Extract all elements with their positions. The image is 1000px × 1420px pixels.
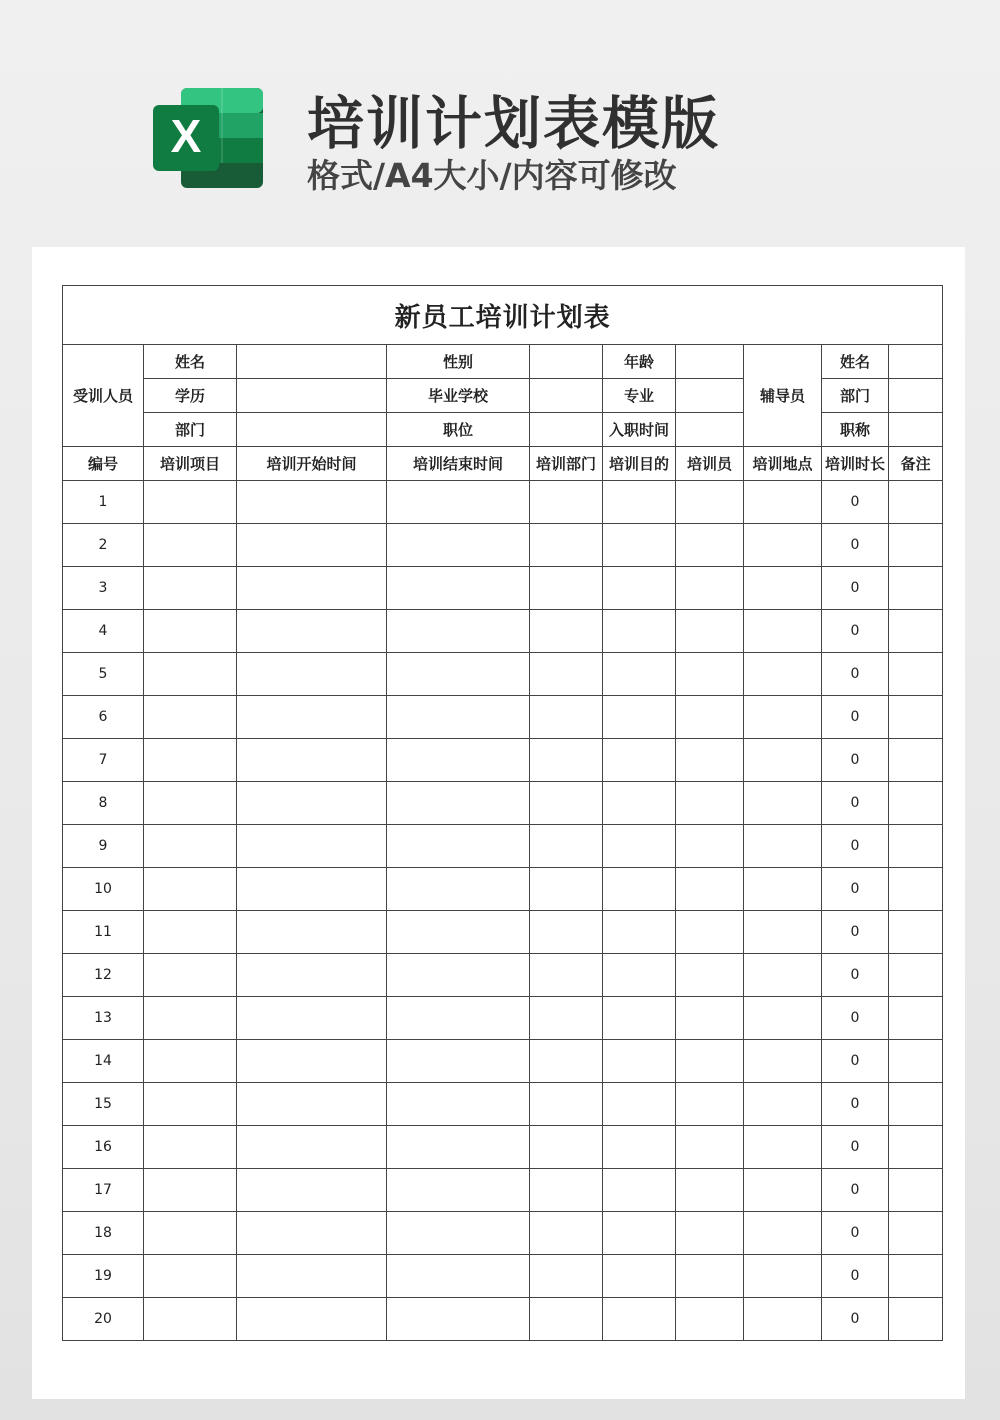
table-row <box>63 653 943 696</box>
table-cell[interactable] <box>676 1040 744 1083</box>
table-cell[interactable] <box>387 1083 530 1126</box>
table-cell[interactable] <box>744 954 822 997</box>
table-cell[interactable] <box>387 696 530 739</box>
table-cell[interactable] <box>237 1169 387 1212</box>
table-cell[interactable] <box>144 739 237 782</box>
trainee-department-label: 部门 <box>144 413 237 447</box>
duration-cell[interactable]: 0 <box>822 954 889 997</box>
table-cell[interactable] <box>603 653 676 696</box>
table-cell[interactable] <box>676 782 744 825</box>
table-cell[interactable] <box>237 954 387 997</box>
table-cell[interactable] <box>603 739 676 782</box>
table-cell[interactable] <box>237 1126 387 1169</box>
table-cell[interactable] <box>744 696 822 739</box>
trainee-school-label: 毕业学校 <box>387 379 530 413</box>
table-cell[interactable] <box>144 868 237 911</box>
table-cell[interactable] <box>237 825 387 868</box>
table-cell[interactable] <box>744 524 822 567</box>
table-cell[interactable] <box>387 610 530 653</box>
table-cell[interactable] <box>744 1212 822 1255</box>
table-cell[interactable] <box>603 1083 676 1126</box>
page-subtitle: 格式/A4大小/内容可修改 <box>307 156 677 195</box>
trainee-group-label: 受训人员 <box>63 345 144 447</box>
table-cell[interactable] <box>144 825 237 868</box>
duration-cell[interactable]: 0 <box>822 1126 889 1169</box>
table-cell[interactable] <box>889 911 943 954</box>
table-cell[interactable] <box>530 1298 603 1341</box>
table-row <box>63 1298 943 1341</box>
table-cell[interactable] <box>387 911 530 954</box>
table-cell[interactable] <box>530 524 603 567</box>
trainee-position-value[interactable] <box>530 413 603 447</box>
table-cell[interactable] <box>530 610 603 653</box>
table-cell[interactable] <box>603 782 676 825</box>
table-cell[interactable] <box>144 911 237 954</box>
table-cell[interactable] <box>889 1040 943 1083</box>
table-cell[interactable] <box>889 1169 943 1212</box>
trainee-gender-label: 性别 <box>387 345 530 379</box>
table-cell[interactable] <box>676 481 744 524</box>
table-row <box>63 868 943 911</box>
table-cell[interactable] <box>530 1040 603 1083</box>
table-cell[interactable] <box>387 825 530 868</box>
table-cell[interactable] <box>387 1169 530 1212</box>
table-cell[interactable] <box>744 1040 822 1083</box>
duration-cell[interactable]: 0 <box>822 1040 889 1083</box>
excel-logo-letter: X <box>170 110 202 162</box>
table-cell[interactable] <box>387 739 530 782</box>
table-cell[interactable] <box>889 997 943 1040</box>
column-header: 培训员 <box>676 447 744 481</box>
column-header: 培训部门 <box>530 447 603 481</box>
table-cell[interactable] <box>744 782 822 825</box>
table-row <box>63 954 943 997</box>
trainee-school-value[interactable] <box>530 379 603 413</box>
document-sheet <box>32 247 965 1399</box>
trainee-education-value[interactable] <box>237 379 387 413</box>
table-cell[interactable] <box>144 567 237 610</box>
table-cell[interactable] <box>889 868 943 911</box>
training-plan-table <box>62 285 943 1341</box>
row-number-cell[interactable]: 6 <box>63 696 144 739</box>
table-cell[interactable] <box>530 954 603 997</box>
table-cell[interactable] <box>676 1255 744 1298</box>
table-row <box>63 1169 943 1212</box>
table-cell[interactable] <box>744 739 822 782</box>
table-cell[interactable] <box>889 954 943 997</box>
table-cell[interactable] <box>744 825 822 868</box>
row-number-cell[interactable]: 5 <box>63 653 144 696</box>
table-cell[interactable] <box>387 1212 530 1255</box>
table-cell[interactable] <box>603 524 676 567</box>
trainee-gender-value[interactable] <box>530 345 603 379</box>
table-cell[interactable] <box>676 825 744 868</box>
table-cell[interactable] <box>889 1126 943 1169</box>
row-number-cell[interactable]: 8 <box>63 782 144 825</box>
table-cell[interactable] <box>530 696 603 739</box>
table-cell[interactable] <box>889 567 943 610</box>
table-cell[interactable] <box>387 1255 530 1298</box>
row-number-cell[interactable]: 18 <box>63 1212 144 1255</box>
row-number-cell[interactable]: 15 <box>63 1083 144 1126</box>
table-cell[interactable] <box>889 696 943 739</box>
table-cell[interactable] <box>744 1298 822 1341</box>
trainee-name-label: 姓名 <box>144 345 237 379</box>
table-cell[interactable] <box>530 1255 603 1298</box>
row-number-cell[interactable]: 3 <box>63 567 144 610</box>
table-cell[interactable] <box>889 825 943 868</box>
table-cell[interactable] <box>889 610 943 653</box>
table-row <box>63 610 943 653</box>
mentor-department-value[interactable] <box>889 379 943 413</box>
table-cell[interactable] <box>676 739 744 782</box>
table-cell[interactable] <box>603 868 676 911</box>
table-cell[interactable] <box>603 1298 676 1341</box>
table-cell[interactable] <box>603 997 676 1040</box>
table-cell[interactable] <box>530 1083 603 1126</box>
table-cell[interactable] <box>603 1255 676 1298</box>
row-number-cell[interactable]: 1 <box>63 481 144 524</box>
table-cell[interactable] <box>889 653 943 696</box>
table-cell[interactable] <box>144 1083 237 1126</box>
table-cell[interactable] <box>603 481 676 524</box>
table-cell[interactable] <box>144 1040 237 1083</box>
table-cell[interactable] <box>144 610 237 653</box>
table-cell[interactable] <box>387 997 530 1040</box>
table-cell[interactable] <box>144 1126 237 1169</box>
table-cell[interactable] <box>387 954 530 997</box>
table-cell[interactable] <box>237 1212 387 1255</box>
table-cell[interactable] <box>744 653 822 696</box>
row-number-cell[interactable]: 13 <box>63 997 144 1040</box>
table-cell[interactable] <box>144 1255 237 1298</box>
table-cell[interactable] <box>603 954 676 997</box>
trainee-hire-date-value[interactable] <box>676 413 744 447</box>
table-cell[interactable] <box>676 1169 744 1212</box>
table-cell[interactable] <box>744 911 822 954</box>
row-number-cell[interactable]: 14 <box>63 1040 144 1083</box>
table-cell[interactable] <box>144 1298 237 1341</box>
mentor-name-label: 姓名 <box>822 345 889 379</box>
duration-cell[interactable]: 0 <box>822 1298 889 1341</box>
duration-cell[interactable]: 0 <box>822 782 889 825</box>
column-header: 编号 <box>63 447 144 481</box>
table-cell[interactable] <box>144 653 237 696</box>
table-cell[interactable] <box>387 868 530 911</box>
duration-cell[interactable]: 0 <box>822 1083 889 1126</box>
table-cell[interactable] <box>744 1126 822 1169</box>
table-cell[interactable] <box>744 567 822 610</box>
table-cell[interactable] <box>603 825 676 868</box>
table-cell[interactable] <box>530 911 603 954</box>
table-cell[interactable] <box>237 567 387 610</box>
table-cell[interactable] <box>744 610 822 653</box>
duration-cell[interactable]: 0 <box>822 653 889 696</box>
trainee-major-value[interactable] <box>676 379 744 413</box>
trainee-position-label: 职位 <box>387 413 530 447</box>
table-cell[interactable] <box>530 825 603 868</box>
duration-cell[interactable]: 0 <box>822 1169 889 1212</box>
table-cell[interactable] <box>744 997 822 1040</box>
table-row <box>63 739 943 782</box>
row-number-cell[interactable]: 12 <box>63 954 144 997</box>
table-row <box>63 1126 943 1169</box>
table-cell[interactable] <box>676 567 744 610</box>
duration-cell[interactable]: 0 <box>822 868 889 911</box>
table-cell[interactable] <box>889 1255 943 1298</box>
trainee-education-label: 学历 <box>144 379 237 413</box>
table-cell[interactable] <box>744 481 822 524</box>
table-cell[interactable] <box>237 911 387 954</box>
table-cell[interactable] <box>237 653 387 696</box>
mentor-title-value[interactable] <box>889 413 943 447</box>
column-header: 培训目的 <box>603 447 676 481</box>
table-cell[interactable] <box>676 1298 744 1341</box>
duration-cell[interactable]: 0 <box>822 696 889 739</box>
table-cell[interactable] <box>530 782 603 825</box>
table-cell[interactable] <box>387 653 530 696</box>
table-cell[interactable] <box>676 868 744 911</box>
table-row <box>63 567 943 610</box>
table-cell[interactable] <box>237 782 387 825</box>
mentor-department-label: 部门 <box>822 379 889 413</box>
table-cell[interactable] <box>889 782 943 825</box>
table-cell[interactable] <box>144 997 237 1040</box>
row-number-cell[interactable]: 10 <box>63 868 144 911</box>
column-header-row <box>63 447 943 481</box>
table-cell[interactable] <box>530 1126 603 1169</box>
table-cell[interactable] <box>237 524 387 567</box>
table-cell[interactable] <box>530 868 603 911</box>
row-number-cell[interactable]: 17 <box>63 1169 144 1212</box>
table-cell[interactable] <box>603 1212 676 1255</box>
row-number-cell[interactable]: 11 <box>63 911 144 954</box>
table-cell[interactable] <box>603 911 676 954</box>
table-cell[interactable] <box>237 868 387 911</box>
trainee-name-value[interactable] <box>237 345 387 379</box>
table-cell[interactable] <box>530 997 603 1040</box>
table-cell[interactable] <box>676 1083 744 1126</box>
table-cell[interactable] <box>676 997 744 1040</box>
mentor-title-label: 职称 <box>822 413 889 447</box>
table-cell[interactable] <box>387 567 530 610</box>
table-cell[interactable] <box>237 1083 387 1126</box>
table-cell[interactable] <box>237 997 387 1040</box>
trainee-hire-date-label: 入职时间 <box>603 413 676 447</box>
table-cell[interactable] <box>676 911 744 954</box>
table-cell[interactable] <box>237 610 387 653</box>
table-row <box>63 782 943 825</box>
sheet-title: 新员工培训计划表 <box>63 286 943 345</box>
row-number-cell[interactable]: 19 <box>63 1255 144 1298</box>
row-number-cell[interactable]: 4 <box>63 610 144 653</box>
training-rows <box>63 481 943 1341</box>
duration-cell[interactable]: 0 <box>822 997 889 1040</box>
table-cell[interactable] <box>744 1169 822 1212</box>
table-cell[interactable] <box>237 1298 387 1341</box>
table-cell[interactable] <box>676 524 744 567</box>
table-cell[interactable] <box>889 739 943 782</box>
column-header: 培训开始时间 <box>237 447 387 481</box>
table-cell[interactable] <box>144 1169 237 1212</box>
table-cell[interactable] <box>387 1040 530 1083</box>
table-cell[interactable] <box>889 481 943 524</box>
column-header: 培训项目 <box>144 447 237 481</box>
column-header: 备注 <box>889 447 943 481</box>
table-cell[interactable] <box>603 696 676 739</box>
table-cell[interactable] <box>676 954 744 997</box>
table-cell[interactable] <box>530 653 603 696</box>
table-row <box>63 1040 943 1083</box>
mentor-name-value[interactable] <box>889 345 943 379</box>
row-number-cell[interactable]: 7 <box>63 739 144 782</box>
duration-cell[interactable]: 0 <box>822 825 889 868</box>
table-cell[interactable] <box>387 1298 530 1341</box>
table-cell[interactable] <box>530 567 603 610</box>
table-cell[interactable] <box>237 481 387 524</box>
table-cell[interactable] <box>676 610 744 653</box>
table-cell[interactable] <box>603 610 676 653</box>
table-cell[interactable] <box>603 1040 676 1083</box>
row-number-cell[interactable]: 20 <box>63 1298 144 1341</box>
trainee-age-label: 年龄 <box>603 345 676 379</box>
table-cell[interactable] <box>387 524 530 567</box>
table-cell[interactable] <box>676 653 744 696</box>
column-header: 培训地点 <box>744 447 822 481</box>
table-cell[interactable] <box>237 1255 387 1298</box>
table-cell[interactable] <box>387 782 530 825</box>
row-number-cell[interactable]: 9 <box>63 825 144 868</box>
duration-cell[interactable]: 0 <box>822 481 889 524</box>
column-header: 培训结束时间 <box>387 447 530 481</box>
table-cell[interactable] <box>144 954 237 997</box>
table-cell[interactable] <box>889 1298 943 1341</box>
table-cell[interactable] <box>144 481 237 524</box>
table-row <box>63 911 943 954</box>
table-cell[interactable] <box>530 1169 603 1212</box>
excel-icon <box>153 88 263 188</box>
duration-cell[interactable]: 0 <box>822 524 889 567</box>
duration-cell[interactable]: 0 <box>822 610 889 653</box>
table-row <box>63 1212 943 1255</box>
duration-cell[interactable]: 0 <box>822 1255 889 1298</box>
duration-cell[interactable]: 0 <box>822 1212 889 1255</box>
table-cell[interactable] <box>744 1083 822 1126</box>
table-cell[interactable] <box>889 1083 943 1126</box>
table-cell[interactable] <box>676 1212 744 1255</box>
table-cell[interactable] <box>387 1126 530 1169</box>
table-cell[interactable] <box>530 1212 603 1255</box>
mentor-group-label: 辅导员 <box>744 345 822 447</box>
table-cell[interactable] <box>237 739 387 782</box>
table-cell[interactable] <box>744 1255 822 1298</box>
duration-cell[interactable]: 0 <box>822 567 889 610</box>
table-row <box>63 1255 943 1298</box>
table-cell[interactable] <box>676 696 744 739</box>
duration-cell[interactable]: 0 <box>822 911 889 954</box>
table-cell[interactable] <box>676 1126 744 1169</box>
table-row <box>63 1083 943 1126</box>
table-cell[interactable] <box>889 1212 943 1255</box>
table-cell[interactable] <box>530 481 603 524</box>
table-cell[interactable] <box>744 868 822 911</box>
table-row <box>63 481 943 524</box>
trainee-major-label: 专业 <box>603 379 676 413</box>
table-cell[interactable] <box>889 524 943 567</box>
column-header: 培训时长 <box>822 447 889 481</box>
table-cell[interactable] <box>144 696 237 739</box>
table-cell[interactable] <box>144 524 237 567</box>
table-cell[interactable] <box>144 1212 237 1255</box>
table-row <box>63 696 943 739</box>
table-cell[interactable] <box>237 696 387 739</box>
row-number-cell[interactable]: 2 <box>63 524 144 567</box>
table-cell[interactable] <box>603 567 676 610</box>
table-cell[interactable] <box>603 1169 676 1212</box>
table-cell[interactable] <box>144 782 237 825</box>
page-title: 培训计划表模版 <box>307 91 720 157</box>
row-number-cell[interactable]: 16 <box>63 1126 144 1169</box>
table-cell[interactable] <box>603 1126 676 1169</box>
table-cell[interactable] <box>530 739 603 782</box>
trainee-department-value[interactable] <box>237 413 387 447</box>
table-row <box>63 524 943 567</box>
table-row <box>63 825 943 868</box>
table-cell[interactable] <box>237 1040 387 1083</box>
table-row <box>63 997 943 1040</box>
duration-cell[interactable]: 0 <box>822 739 889 782</box>
trainee-age-value[interactable] <box>676 345 744 379</box>
table-cell[interactable] <box>387 481 530 524</box>
